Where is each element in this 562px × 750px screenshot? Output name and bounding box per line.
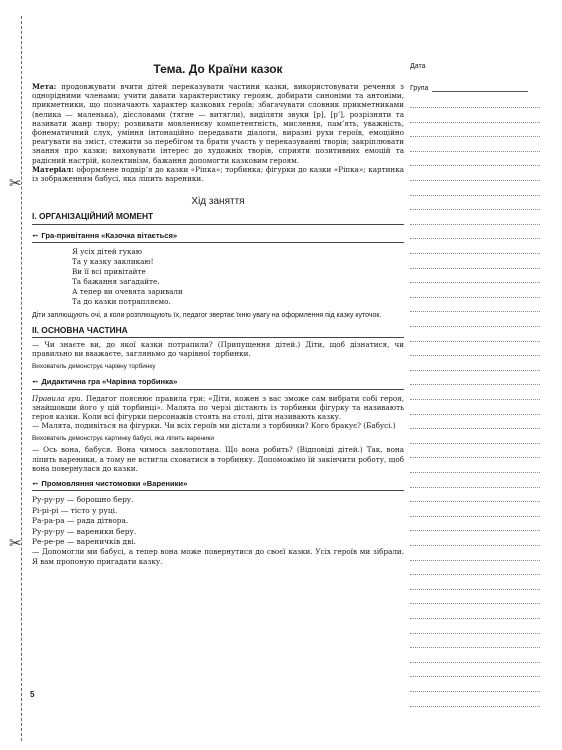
notes-line[interactable] <box>410 224 540 225</box>
notes-line[interactable] <box>410 662 540 663</box>
tongue-twister <box>32 495 404 547</box>
dialog-block <box>32 445 404 473</box>
poem-line: Та бажання загадайте. <box>72 276 160 286</box>
notes-line[interactable] <box>410 209 540 210</box>
date-label: Дата <box>410 63 426 70</box>
materials-paragraph <box>32 165 404 183</box>
teacher-note: Діти заплющують очі, а коли розплющують їх, педагог звертає їхню увагу на оформлення під казку куточок. <box>32 311 382 319</box>
notes-line[interactable] <box>410 107 540 108</box>
notes-line[interactable] <box>410 706 540 707</box>
notes-line[interactable] <box>410 341 540 342</box>
group-label: Група <box>410 85 429 92</box>
game-heading <box>32 231 404 243</box>
notes-line[interactable] <box>410 384 540 385</box>
notes-line[interactable] <box>410 691 540 692</box>
rhyme-line: Ре-ре-ре — вареничків дві. <box>32 536 136 546</box>
notes-line[interactable] <box>410 545 540 546</box>
notes-line[interactable] <box>410 326 540 327</box>
poem-line: Та до казки потрапляємо. <box>72 296 171 306</box>
materials-text: оформлене подвір’я до казки «Ріпка»; торбинка; фігурки до казки «Ріпка»; картинка із зображенням бабусі, яка ліпить вареники. <box>32 164 404 184</box>
notes-line[interactable] <box>410 355 540 356</box>
notes-line[interactable] <box>410 151 540 152</box>
course-title: Хід заняття <box>191 196 245 208</box>
notes-line[interactable] <box>410 574 540 575</box>
notes-line[interactable] <box>410 399 540 400</box>
rhyme-line: Ру-ру-ру — вареники беру. <box>32 526 137 536</box>
rhyme-line: Ра-ра-ра — рада дітвора. <box>32 516 129 526</box>
dialog-paragraph: — Ось вона, бабуся. Вона чимось заклопотана. Що вона робить? (Відповіді дітей.) Так, вона ліпить вареники, а тому не встигла сховатися в торбинку. Допоможімо їй закінчити роботу, щоб вона повернулася до казки. <box>32 445 404 473</box>
section-title: I. ОРГАНІЗАЦІЙНИЙ МОМЕНТ <box>32 212 404 224</box>
game-heading <box>32 377 404 389</box>
cut-line <box>21 16 22 741</box>
notes-line[interactable] <box>410 487 540 488</box>
notes-line[interactable] <box>410 443 540 444</box>
notes-line[interactable] <box>410 297 540 298</box>
rules-text: Педагог пояснює правила гри: «Діти, кожен з вас зможе сам вибрати собі героя, знайшовши його у цій торбинці». Малята по черзі дістають із торбинки фігурку та називають героя казки. Коли всі фігурки персонажів стоять на столі, діти називають казку. <box>32 393 404 422</box>
rhyme-line: Рі-рі-рі — тісто у руці. <box>32 505 118 515</box>
notes-line[interactable] <box>410 647 540 648</box>
teacher-note: Вихователь демонструє чарівну торбинку <box>32 363 156 371</box>
notes-line[interactable] <box>410 501 540 502</box>
notes-line[interactable] <box>410 676 540 677</box>
page-number: 5 <box>30 690 35 699</box>
goal-text: продовжувати вчити дітей переказувати частини казки, використовувати речення з однорідними членами; учити давати характеристику героям, добирати синоніми та антоніми, прикметники, що позначають характер казкових героїв; збагачувати словник прикметниками (велика — маленька), дієсловами (тягне — витягли), виділяти звуки [р], [рʼ], розрізняти та називати жанр твору; розвивати мовленнєву компетентність, мислення, пам’ять, уважність, фонематичний слух, уміння інтонаційно передавати діалоги, виразні рухи героїв, емоційно реагувати на зміст, стежити за перебігом та брати участь у переказуванні творів; закріплювати знання про казки; виховувати інтерес до художніх творів, сприяти позитивних емоцій та радісний настрій, колективізм, бажання допомогти казковим героям. <box>32 82 404 165</box>
scissors-icon: ✂ <box>9 174 22 192</box>
notes-line[interactable] <box>410 414 540 415</box>
game-title: Гра-привітання «Казочка вітається» <box>41 230 178 240</box>
notes-line[interactable] <box>410 282 540 283</box>
ending-paragraph: — Допомогли ми бабусі, а тепер вона може повернутися до своєї казки. Усіх героїв ми зібрали. Я вам пропоную пригадати казку. <box>32 547 404 566</box>
lesson-content <box>32 82 404 566</box>
notes-line[interactable] <box>410 238 540 239</box>
rules-paragraph <box>32 394 404 422</box>
section-title: II. ОСНОВНА ЧАСТИНА <box>32 326 404 338</box>
rhyme-line: Ру-ру-ру — борошно беру. <box>32 495 134 505</box>
group-field[interactable] <box>410 85 528 92</box>
intro-paragraph: — Чи знаєте ви, до якої казки потрапили? (Припущення дітей.) Діти, щоб дізнатися, чи правильно ви вважаєте, загляньмо до чарівної торбинки. <box>32 340 404 359</box>
notes-line[interactable] <box>410 516 540 517</box>
tongue-twister-title: Промовляння чистомовки «Вареники» <box>41 479 188 489</box>
rules-label: Правила гри. <box>32 393 83 403</box>
goal-label: Мета: <box>32 82 57 91</box>
arrow-icon: ➻ <box>32 479 39 489</box>
notes-line[interactable] <box>410 370 540 371</box>
notes-line[interactable] <box>410 428 540 429</box>
notes-line[interactable] <box>410 268 540 269</box>
page-title: Тема. До Країни казок <box>153 62 283 76</box>
date-field[interactable] <box>410 63 426 70</box>
greeting-poem <box>72 247 404 307</box>
notes-line[interactable] <box>410 457 540 458</box>
game-title: Дидактична гра «Чарівна торбинка» <box>41 377 178 387</box>
goal-paragraph <box>32 82 404 165</box>
teacher-note: Вихователь демонструє картинку бабусі, яка ліпить вареники <box>32 435 214 443</box>
notes-line[interactable] <box>410 136 540 137</box>
notes-line[interactable] <box>410 311 540 312</box>
poem-line: Та у казку закликаю! <box>72 256 154 266</box>
notes-line[interactable] <box>410 122 540 123</box>
materials-label: Матеріал: <box>32 164 74 174</box>
notes-line[interactable] <box>410 195 540 196</box>
notes-line[interactable] <box>410 472 540 473</box>
group-underline <box>432 91 528 92</box>
notes-line[interactable] <box>410 253 540 254</box>
arrow-icon: ➻ <box>32 230 39 240</box>
arrow-icon: ➻ <box>32 377 39 387</box>
notes-line[interactable] <box>410 180 540 181</box>
notes-line[interactable] <box>410 560 540 561</box>
poem-line: Ви її всі привітайте <box>72 266 146 276</box>
notes-line[interactable] <box>410 530 540 531</box>
notes-line[interactable] <box>410 618 540 619</box>
notes-line[interactable] <box>410 589 540 590</box>
notes-line[interactable] <box>410 633 540 634</box>
poem-line: А тепер ви очевята заривали <box>72 286 183 296</box>
scissors-icon: ✂ <box>9 534 22 552</box>
notes-line[interactable] <box>410 165 540 166</box>
poem-line: Я усіх дітей гукаю <box>72 246 143 256</box>
notes-line[interactable] <box>410 603 540 604</box>
question-paragraph: — Малята, подивіться на фігурки. Чи всіх героїв ми дістали з торбинки? Кого бракує? (Бабусі.) <box>32 421 396 431</box>
game-heading <box>32 479 404 491</box>
